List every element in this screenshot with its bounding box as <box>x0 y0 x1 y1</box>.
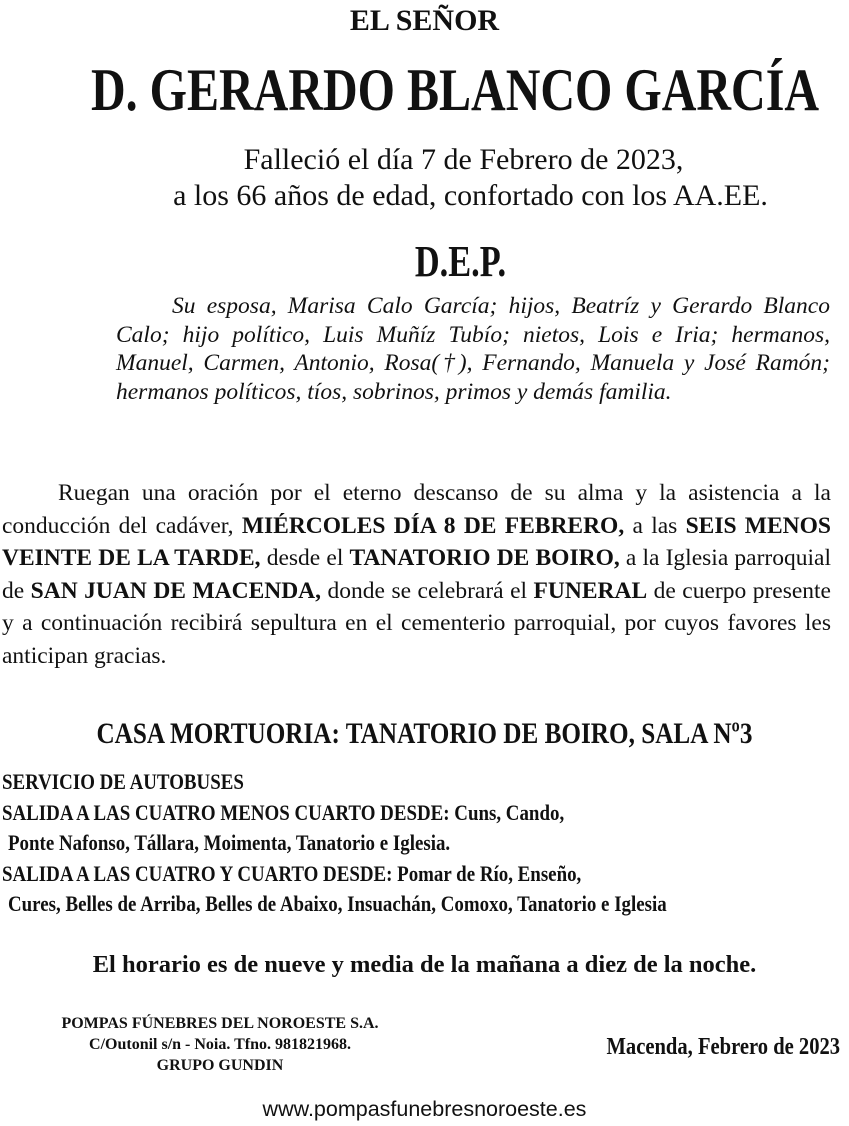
bus-departure-1-stops: Ponte Nafonso, Tállara, Moimenta, Tanatorio e Iglesia. <box>8 830 451 855</box>
age-line: a los 66 años de edad, confortado con los AA.EE. <box>173 179 768 212</box>
company-address: C/Outonil s/n - Noia. Tfno. 981821968. <box>89 1036 351 1053</box>
heading <box>0 4 849 38</box>
place-date <box>560 1033 840 1061</box>
bus-service-title: SERVICIO DE AUTOBUSES <box>2 769 244 794</box>
prayer-text-2: a las <box>624 512 686 539</box>
prayer-text-3: desde el <box>260 545 350 571</box>
place-date-text: Macenda, Febrero de 2023 <box>606 1033 840 1060</box>
prayer-origin: TANATORIO DE BOIRO, <box>349 545 620 571</box>
company-info <box>0 1013 440 1076</box>
deceased-name-text: D. GERARDO BLANCO GARCÍA <box>91 57 820 123</box>
prayer-paragraph <box>2 477 831 672</box>
dep-text: D.E.P. <box>414 237 507 286</box>
heading-text: EL SEÑOR <box>349 4 500 37</box>
bus-departure-1: SALIDA A LAS CUATRO MENOS CUARTO DESDE: Cuns, Cando, <box>2 799 565 825</box>
visiting-hours: El horario es de nueve y media de la mañana a diez de la noche. <box>92 951 757 978</box>
death-date-line: Falleció el día 7 de Febrero de 2023, <box>243 143 684 176</box>
bus-departure-2: SALIDA A LAS CUATRO Y CUARTO DESDE: Pomar de Río, Enseño, <box>2 860 582 886</box>
casa-mortuoria-text: CASA MORTUORIA: TANATORIO DE BOIRO, SALA Nº3 <box>96 717 753 750</box>
prayer-text-1: Ruegan una oración por el eterno descanso de su alma y la asistencia a la conducción del cadáver, <box>2 480 831 539</box>
prayer-text-6: de cuerpo presente y a continuación recibirá sepultura en el cementerio parroquial, por cuyos favores les anticipan gracias. <box>2 577 831 669</box>
prayer-funeral: FUNERAL <box>533 577 648 604</box>
prayer-text-5: donde se celebrará el <box>321 577 534 604</box>
bus-service <box>2 767 847 920</box>
website-link[interactable]: www.pompasfunebresnoroeste.es <box>262 1097 587 1121</box>
company-group: GRUPO GUNDIN <box>156 1057 284 1074</box>
deceased-name <box>0 56 849 125</box>
company-name: POMPAS FÚNEBRES DEL NOROESTE S.A. <box>61 1015 379 1032</box>
dep-label <box>0 236 849 287</box>
prayer-text-4: a la Iglesia parroquial de <box>2 545 831 604</box>
bus-departure-2-stops: Cures, Belles de Arriba, Belles de Abaixo, Insuachán, Comoxo, Tanatorio e Iglesia <box>8 891 667 916</box>
family-paragraph: Su esposa, Marisa Calo García; hijos, Beatríz y Gerardo Blanco Calo; hijo político, Luis Muñíz Tubío; nietos, Lois e Iria; hermanos, Manuel, Carmen, Antonio, Rosa(†), Fernando, Manuela y José Ramón; hermanos políticos, tíos, sobrinos, primos y demás familia. <box>116 293 830 405</box>
death-notice <box>0 142 849 214</box>
prayer-time: SEIS MENOS VEINTE DE LA TARDE, <box>2 512 831 571</box>
prayer-date: MIÉRCOLES DÍA 8 DE FEBRERO, <box>241 512 625 539</box>
prayer-church: SAN JUAN DE MACENDA, <box>30 577 322 604</box>
casa-mortuoria <box>0 717 849 751</box>
